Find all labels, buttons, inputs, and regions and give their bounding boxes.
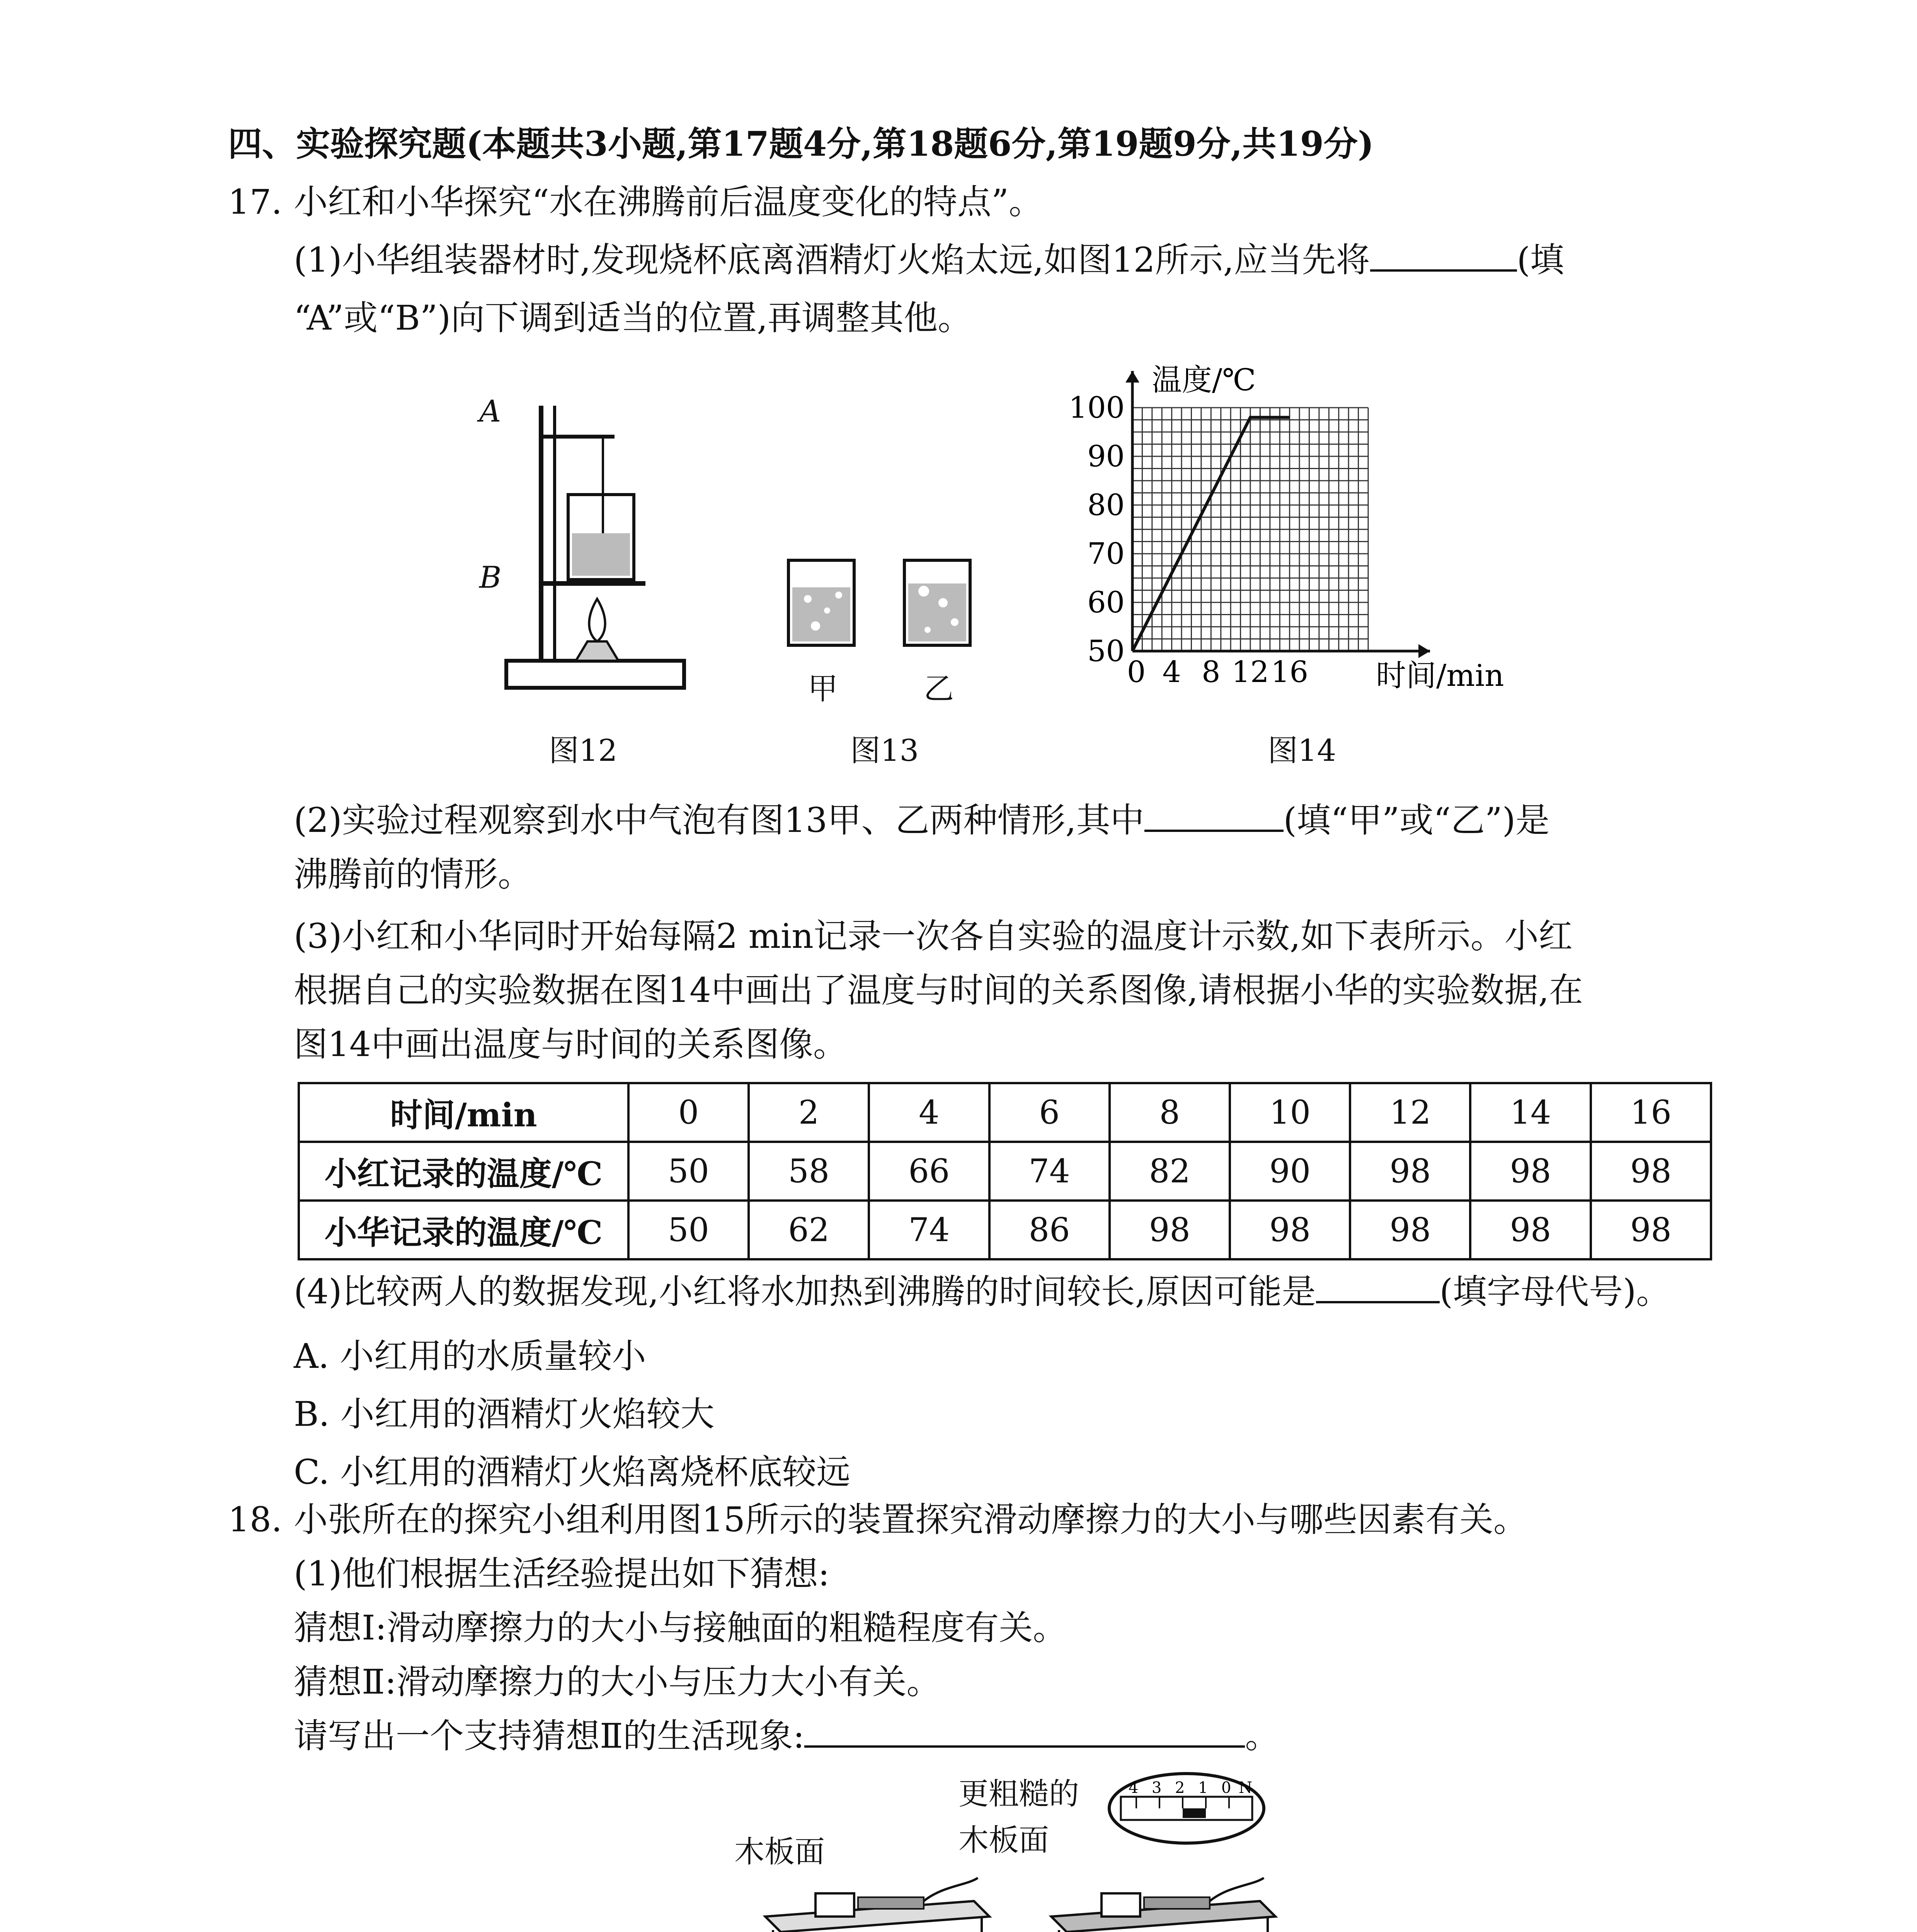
table-cell: 98 <box>1470 1201 1590 1259</box>
q17-option-b: B. 小红用的酒精灯火焰较大 <box>294 1394 715 1434</box>
table-cell: 98 <box>1350 1142 1470 1201</box>
x-tick-label: 12 <box>1231 655 1269 689</box>
figure-14-caption: 图14 <box>1268 733 1336 768</box>
table-cell: 58 <box>749 1142 869 1201</box>
table-cell: 66 <box>869 1142 989 1201</box>
q18-guess-2: 猜想Ⅱ:滑动摩擦力的大小与压力大小有关。 <box>294 1662 941 1702</box>
q17-part1-answer-blank[interactable] <box>1370 242 1517 272</box>
table-cell: 74 <box>869 1201 989 1259</box>
table-cell: 小华记录的温度/℃ <box>299 1201 628 1259</box>
y-tick-label: 50 <box>1087 634 1125 668</box>
q17-option-a: A. 小红用的水质量较小 <box>294 1336 646 1376</box>
table-cell: 10 <box>1230 1083 1350 1142</box>
chart-x-ticks <box>1127 655 1308 689</box>
table-cell: 14 <box>1470 1083 1590 1142</box>
q17-part1-line1 <box>294 240 1564 281</box>
table-cell: 50 <box>628 1201 749 1259</box>
figure-13-label-yi: 乙 <box>924 672 954 706</box>
x-tick-label: 8 <box>1202 655 1221 689</box>
figure-15-scale-magnifier <box>1105 1770 1268 1847</box>
y-tick-label: 70 <box>1087 536 1125 571</box>
table-cell: 62 <box>749 1201 869 1259</box>
figure-15-label-board: 木板面 <box>734 1835 825 1869</box>
figure-15-jia-setup <box>758 1862 997 1932</box>
q17-part4-fill-hint: (填字母代号)。 <box>1439 1272 1670 1311</box>
x-tick-label: 0 <box>1127 655 1146 689</box>
q17-part2-text: (2)实验过程观察到水中气泡有图13甲、乙两种情形,其中 <box>294 800 1144 840</box>
table-cell: 98 <box>1591 1142 1711 1201</box>
chart-y-ticks <box>1069 390 1125 668</box>
figure-13-label-jia: 甲 <box>808 672 838 706</box>
q17-option-c: C. 小红用的酒精灯火焰离烧杯底较远 <box>294 1452 851 1492</box>
q17-part2-line1 <box>294 800 1549 841</box>
q17-part2-line2: 沸腾前的情形。 <box>294 854 532 894</box>
table-cell: 82 <box>1110 1142 1230 1201</box>
table-row <box>299 1142 1711 1201</box>
q17-part3-line2: 根据自己的实验数据在图14中画出了温度与时间的关系图像,请根据小华的实验数据,在 <box>294 970 1583 1010</box>
y-tick-label: 90 <box>1087 439 1125 473</box>
q17-part1-fill-hint: (填 <box>1517 240 1564 280</box>
q18-phenomenon-answer-blank[interactable] <box>804 1718 1245 1748</box>
figure-14-chart <box>1068 363 1523 703</box>
table-cell: 4 <box>869 1083 989 1142</box>
figure-12-label-b: B <box>479 560 502 595</box>
figure-15-label-rough-1: 更粗糙的 <box>958 1777 1079 1811</box>
table-cell: 小红记录的温度/℃ <box>299 1142 628 1201</box>
table-cell: 50 <box>628 1142 749 1201</box>
table-cell: 8 <box>1110 1083 1230 1142</box>
q17-part3-line1: (3)小红和小华同时开始每隔2 min记录一次各自实验的温度计示数,如下表所示。小红 <box>294 916 1573 956</box>
figure-13-caption: 图13 <box>850 733 919 768</box>
y-tick-label: 60 <box>1087 585 1125 619</box>
chart-y-axis-label: 温度/℃ <box>1152 363 1256 398</box>
q18-number: 18. <box>228 1500 282 1539</box>
q18-ask-period: 。 <box>1245 1716 1279 1756</box>
scale-mark: N <box>1239 1779 1252 1797</box>
x-axis-arrow <box>1418 644 1430 658</box>
table-cell: 86 <box>989 1201 1110 1259</box>
scale-mark: 0 <box>1221 1779 1231 1797</box>
table-cell: 98 <box>1591 1201 1711 1259</box>
table-cell: 6 <box>989 1083 1110 1142</box>
q18-ask-line <box>294 1716 1279 1757</box>
table-cell: 16 <box>1591 1083 1711 1142</box>
q17-part4-line <box>294 1271 1670 1312</box>
table-row <box>299 1201 1711 1259</box>
scale-mark: 2 <box>1175 1779 1185 1797</box>
y-tick-label: 80 <box>1087 488 1125 522</box>
figure-12-label-a: A <box>479 394 501 429</box>
table-cell: 0 <box>628 1083 749 1142</box>
q17-part4-answer-blank[interactable] <box>1316 1273 1440 1303</box>
table-cell: 时间/min <box>299 1083 628 1142</box>
x-tick-label: 16 <box>1271 655 1309 689</box>
scale-mark: 1 <box>1198 1779 1208 1797</box>
table-cell: 98 <box>1230 1201 1350 1259</box>
temperature-table <box>298 1082 1712 1260</box>
q18-guess-1: 猜想Ⅰ:滑动摩擦力的大小与接触面的粗糙程度有关。 <box>294 1608 1067 1648</box>
figure-12-caption: 图12 <box>549 733 618 768</box>
chart-x-axis-label: 时间/min <box>1376 658 1504 693</box>
figure-12-apparatus <box>499 383 700 715</box>
table-row <box>299 1083 1711 1142</box>
scale-mark: 4 <box>1129 1779 1139 1797</box>
q18-stem: 小张所在的探究小组利用图15所示的装置探究滑动摩擦力的大小与哪些因素有关。 <box>294 1500 1527 1539</box>
scale-mark: 3 <box>1152 1779 1162 1797</box>
section-title: 四、实验探究题(本题共3小题,第17题4分,第18题6分,第19题9分,共19分) <box>228 124 1374 164</box>
x-tick-label: 4 <box>1162 655 1181 689</box>
q17-part1-text: (1)小华组装器材时,发现烧杯底离酒精灯火焰太远,如图12所示,应当先将 <box>294 240 1370 280</box>
table-cell: 2 <box>749 1083 869 1142</box>
q18-ask-text: 请写出一个支持猜想Ⅱ的生活现象: <box>294 1716 805 1756</box>
q17-number: 17. <box>228 182 282 222</box>
figure-13-beakers <box>781 553 982 653</box>
figure-15-yi-setup <box>1044 1862 1283 1932</box>
table-cell: 98 <box>1470 1142 1590 1201</box>
q17-part1-line2: “A”或“B”)向下调到适当的位置,再调整其他。 <box>294 298 972 338</box>
y-tick-label: 100 <box>1068 390 1125 425</box>
table-cell: 74 <box>989 1142 1110 1201</box>
table-cell: 12 <box>1350 1083 1470 1142</box>
table-cell: 90 <box>1230 1142 1350 1201</box>
q17-part4-text: (4)比较两人的数据发现,小红将水加热到沸腾的时间较长,原因可能是 <box>294 1272 1316 1311</box>
q17-stem: 小红和小华探究“水在沸腾前后温度变化的特点”。 <box>294 182 1043 222</box>
q18-part1: (1)他们根据生活经验提出如下猜想: <box>294 1554 830 1594</box>
y-axis-arrow <box>1125 371 1139 383</box>
table-cell: 98 <box>1110 1201 1230 1259</box>
q17-part2-answer-blank[interactable] <box>1144 802 1284 832</box>
q17-part2-fill-hint: (填“甲”或“乙”)是 <box>1283 800 1550 840</box>
q17-part3-line3: 图14中画出温度与时间的关系图像。 <box>294 1024 847 1064</box>
chart-grid <box>1132 408 1368 651</box>
table-cell: 98 <box>1350 1201 1470 1259</box>
figure-15-label-rough-2: 木板面 <box>958 1823 1049 1858</box>
